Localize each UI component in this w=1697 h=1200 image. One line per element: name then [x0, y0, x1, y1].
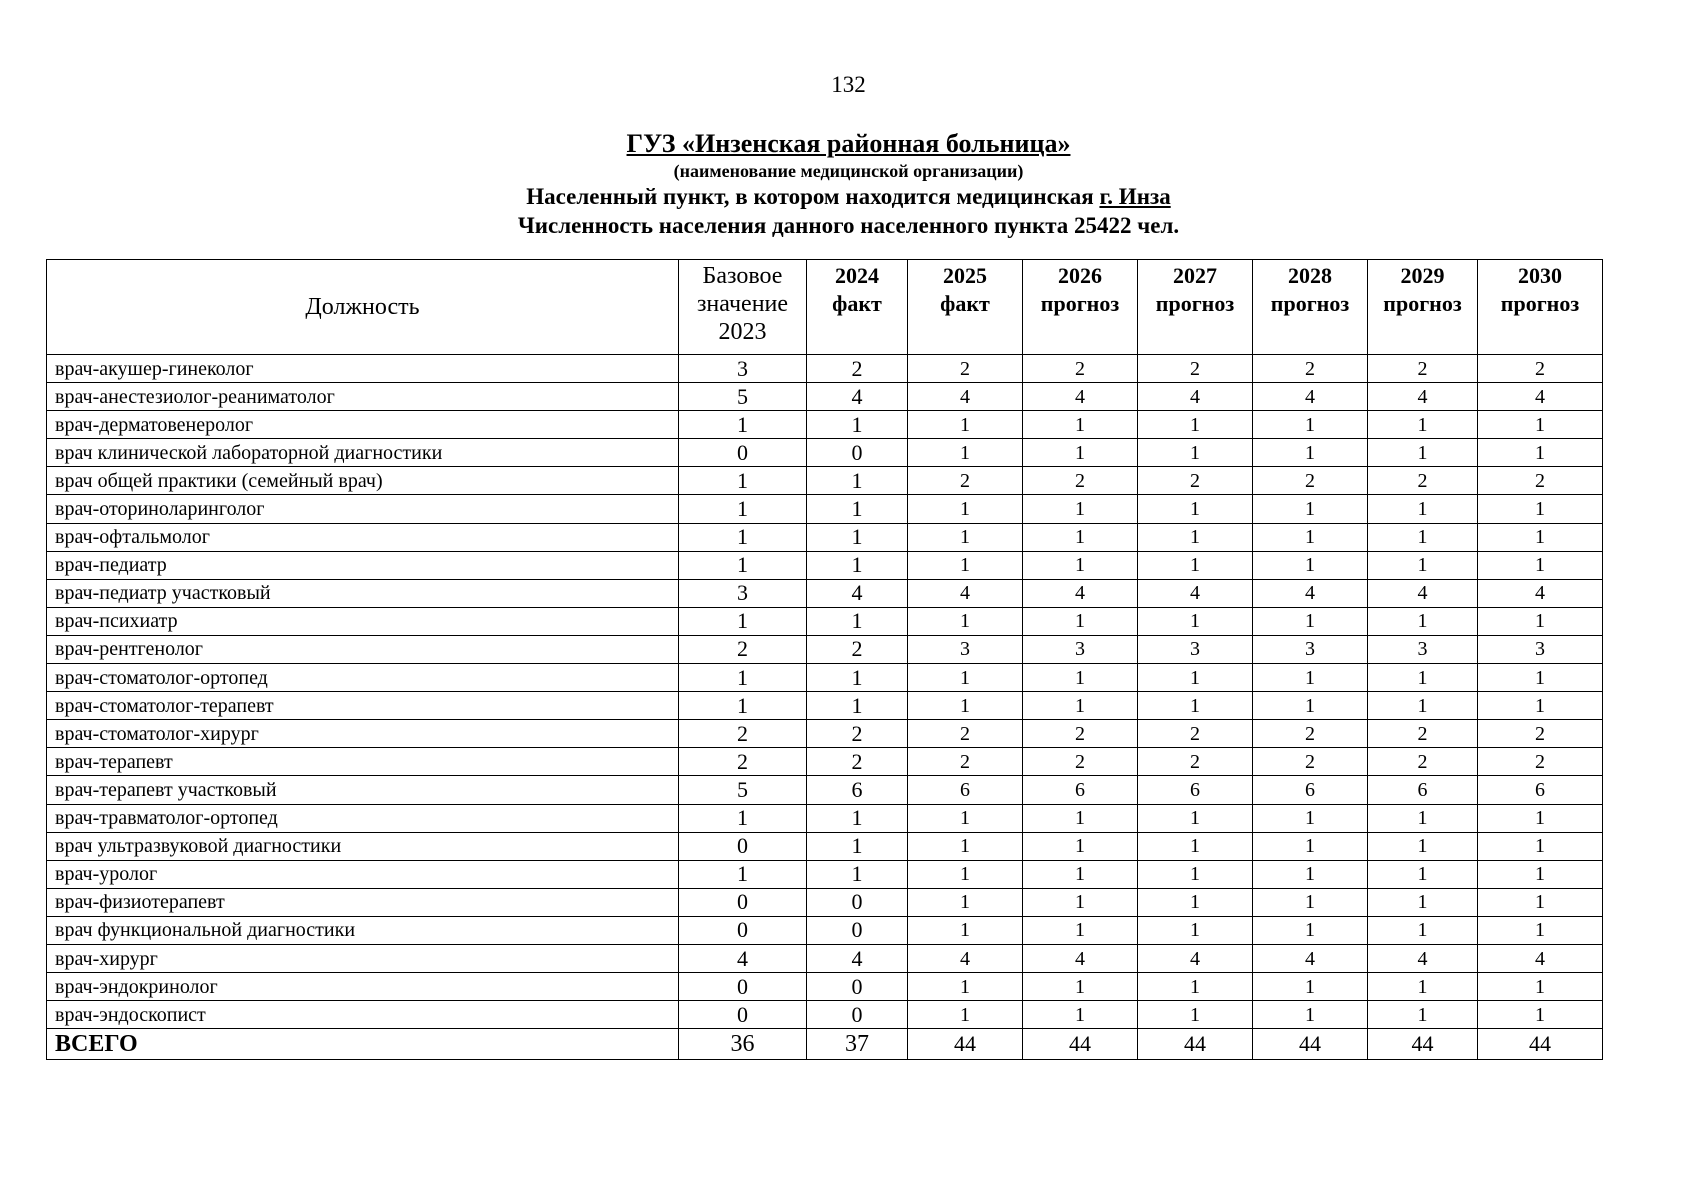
value-cell: 1 — [1138, 495, 1253, 523]
value-cell: 1 — [1478, 551, 1603, 579]
value-cell: 1 — [1478, 1001, 1603, 1029]
position-cell: врач-стоматолог-хирург — [47, 720, 679, 748]
value-cell: 1 — [1478, 916, 1603, 944]
value-cell: 0 — [807, 1001, 908, 1029]
column-header-year-label: 2026 — [1058, 263, 1102, 288]
value-cell: 6 — [908, 776, 1023, 804]
value-cell: 1 — [1368, 804, 1478, 832]
value-cell: 1 — [1478, 832, 1603, 860]
position-cell: врач-анестезиолог-реаниматолог — [47, 383, 679, 411]
value-cell: 1 — [1478, 664, 1603, 692]
column-header-kind-label: прогноз — [1383, 291, 1462, 316]
value-cell: 1 — [1478, 607, 1603, 635]
value-cell: 1 — [1253, 411, 1368, 439]
value-cell: 1 — [1368, 860, 1478, 888]
value-cell: 0 — [679, 1001, 807, 1029]
value-cell: 1 — [1138, 411, 1253, 439]
value-cell: 1 — [1138, 973, 1253, 1001]
value-cell: 1 — [1253, 832, 1368, 860]
value-cell: 1 — [1253, 888, 1368, 916]
value-cell: 1 — [1023, 523, 1138, 551]
value-cell: 1 — [1368, 664, 1478, 692]
value-cell: 4 — [1478, 383, 1603, 411]
position-cell: врач-стоматолог-ортопед — [47, 664, 679, 692]
value-cell: 1 — [1023, 888, 1138, 916]
value-cell: 4 — [1253, 579, 1368, 607]
value-cell: 1 — [1253, 523, 1368, 551]
position-cell: врач-хирург — [47, 944, 679, 972]
value-cell: 1 — [807, 664, 908, 692]
total-cell: 44 — [1368, 1029, 1478, 1060]
value-cell: 0 — [679, 916, 807, 944]
value-cell: 2 — [1138, 355, 1253, 383]
value-cell: 1 — [679, 551, 807, 579]
value-cell: 1 — [1023, 916, 1138, 944]
total-cell: 36 — [679, 1029, 807, 1060]
table-row — [47, 776, 1603, 804]
value-cell: 6 — [1253, 776, 1368, 804]
value-cell: 2 — [679, 748, 807, 776]
position-cell: врач функциональной диагностики — [47, 916, 679, 944]
value-cell: 5 — [679, 776, 807, 804]
position-cell: врач-рентгенолог — [47, 635, 679, 663]
value-cell: 4 — [1138, 944, 1253, 972]
value-cell: 1 — [1478, 411, 1603, 439]
value-cell: 1 — [807, 551, 908, 579]
column-header-kind-label: прогноз — [1040, 291, 1120, 316]
value-cell: 0 — [679, 439, 807, 467]
locality-town: г. Инза — [1099, 184, 1171, 209]
table-header-row — [47, 260, 1603, 355]
column-header-kind-label: прогноз — [1500, 291, 1580, 316]
value-cell: 6 — [1368, 776, 1478, 804]
value-cell: 1 — [679, 692, 807, 720]
column-header-year-label: 2024 — [835, 263, 879, 288]
value-cell: 1 — [908, 1001, 1023, 1029]
value-cell: 1 — [908, 804, 1023, 832]
value-cell: 1 — [908, 664, 1023, 692]
value-cell: 3 — [679, 579, 807, 607]
value-cell: 0 — [807, 439, 908, 467]
table-row — [47, 383, 1603, 411]
column-header-year — [1023, 260, 1138, 355]
column-header-position: Должность — [47, 260, 679, 355]
value-cell: 1 — [679, 607, 807, 635]
value-cell: 1 — [1138, 804, 1253, 832]
value-cell: 1 — [908, 607, 1023, 635]
table-row — [47, 832, 1603, 860]
column-header-year — [1368, 260, 1478, 355]
table-row — [47, 635, 1603, 663]
value-cell: 1 — [1023, 860, 1138, 888]
table-row — [47, 551, 1603, 579]
value-cell: 4 — [807, 383, 908, 411]
value-cell: 0 — [679, 832, 807, 860]
value-cell: 1 — [807, 495, 908, 523]
value-cell: 2 — [1253, 467, 1368, 495]
value-cell: 1 — [908, 495, 1023, 523]
value-cell: 1 — [679, 860, 807, 888]
value-cell: 4 — [908, 579, 1023, 607]
table-row — [47, 692, 1603, 720]
value-cell: 5 — [679, 383, 807, 411]
value-cell: 2 — [908, 748, 1023, 776]
position-cell: врач-эндокринолог — [47, 973, 679, 1001]
value-cell: 6 — [1023, 776, 1138, 804]
column-header-year-label: 2030 — [1518, 263, 1562, 288]
value-cell: 1 — [1023, 1001, 1138, 1029]
org-name: ГУЗ «Инзенская районная больница» — [626, 129, 1071, 158]
value-cell: 2 — [1368, 748, 1478, 776]
column-header-base-line: значение — [696, 291, 789, 317]
value-cell: 1 — [1023, 607, 1138, 635]
table-row — [47, 804, 1603, 832]
value-cell: 2 — [1253, 355, 1368, 383]
value-cell: 1 — [1138, 916, 1253, 944]
value-cell: 1 — [807, 692, 908, 720]
value-cell: 4 — [1023, 579, 1138, 607]
value-cell: 4 — [1253, 383, 1368, 411]
value-cell: 1 — [679, 523, 807, 551]
document-header — [0, 128, 1697, 240]
table-row — [47, 607, 1603, 635]
total-cell: 44 — [1253, 1029, 1368, 1060]
value-cell: 2 — [807, 720, 908, 748]
value-cell: 1 — [1023, 551, 1138, 579]
value-cell: 1 — [1138, 888, 1253, 916]
value-cell: 1 — [1023, 832, 1138, 860]
position-cell: врач ультразвуковой диагностики — [47, 832, 679, 860]
value-cell: 2 — [1368, 720, 1478, 748]
value-cell: 0 — [679, 973, 807, 1001]
value-cell: 2 — [679, 635, 807, 663]
value-cell: 2 — [1253, 720, 1368, 748]
column-header-base — [679, 260, 807, 355]
value-cell: 1 — [807, 804, 908, 832]
position-cell: врач-эндоскопист — [47, 1001, 679, 1029]
position-cell: врач-психиатр — [47, 607, 679, 635]
position-cell: врач-уролог — [47, 860, 679, 888]
total-cell: 44 — [908, 1029, 1023, 1060]
value-cell: 1 — [1253, 439, 1368, 467]
value-cell: 2 — [1253, 748, 1368, 776]
table-row — [47, 467, 1603, 495]
value-cell: 1 — [1253, 495, 1368, 523]
table-row — [47, 888, 1603, 916]
value-cell: 1 — [1368, 888, 1478, 916]
position-cell: врач общей практики (семейный врач) — [47, 467, 679, 495]
value-cell: 4 — [1253, 944, 1368, 972]
value-cell: 4 — [1138, 579, 1253, 607]
value-cell: 1 — [679, 804, 807, 832]
value-cell: 2 — [1478, 355, 1603, 383]
value-cell: 1 — [1368, 973, 1478, 1001]
value-cell: 2 — [908, 720, 1023, 748]
locality-prefix: Населенный пункт, в котором находится медицинская — [526, 184, 1100, 209]
value-cell: 1 — [807, 832, 908, 860]
value-cell: 3 — [908, 635, 1023, 663]
value-cell: 4 — [1368, 944, 1478, 972]
value-cell: 1 — [1023, 495, 1138, 523]
total-cell: 44 — [1478, 1029, 1603, 1060]
value-cell: 1 — [1253, 692, 1368, 720]
value-cell: 1 — [1253, 607, 1368, 635]
value-cell: 4 — [1023, 383, 1138, 411]
value-cell: 1 — [1368, 411, 1478, 439]
value-cell: 2 — [1368, 355, 1478, 383]
org-caption: (наименование медицинской организации) — [673, 161, 1024, 181]
total-cell: 37 — [807, 1029, 908, 1060]
value-cell: 1 — [1368, 1001, 1478, 1029]
staffing-table — [46, 259, 1603, 1060]
table-row — [47, 944, 1603, 972]
value-cell: 1 — [908, 916, 1023, 944]
value-cell: 1 — [1368, 916, 1478, 944]
value-cell: 1 — [807, 467, 908, 495]
value-cell: 1 — [1368, 495, 1478, 523]
value-cell: 1 — [1023, 439, 1138, 467]
value-cell: 1 — [679, 495, 807, 523]
value-cell: 1 — [807, 411, 908, 439]
position-cell: врач-педиатр участковый — [47, 579, 679, 607]
value-cell: 1 — [908, 551, 1023, 579]
value-cell: 1 — [908, 973, 1023, 1001]
position-cell: врач-оториноларинголог — [47, 495, 679, 523]
value-cell: 1 — [908, 523, 1023, 551]
value-cell: 1 — [908, 692, 1023, 720]
column-header-year-label: 2025 — [943, 263, 987, 288]
position-cell: врач-офтальмолог — [47, 523, 679, 551]
table-row — [47, 916, 1603, 944]
table-row — [47, 523, 1603, 551]
value-cell: 1 — [908, 439, 1023, 467]
value-cell: 1 — [807, 860, 908, 888]
value-cell: 0 — [807, 973, 908, 1001]
position-cell: врач-стоматолог-терапевт — [47, 692, 679, 720]
value-cell: 2 — [1023, 467, 1138, 495]
value-cell: 1 — [908, 832, 1023, 860]
value-cell: 6 — [807, 776, 908, 804]
value-cell: 1 — [1478, 888, 1603, 916]
value-cell: 2 — [1478, 748, 1603, 776]
total-cell: 44 — [1138, 1029, 1253, 1060]
value-cell: 2 — [1138, 467, 1253, 495]
value-cell: 2 — [1478, 720, 1603, 748]
value-cell: 1 — [1253, 804, 1368, 832]
column-header-kind-label: прогноз — [1155, 291, 1235, 316]
column-header-year — [807, 260, 908, 355]
value-cell: 1 — [1253, 1001, 1368, 1029]
position-cell: врач-терапевт — [47, 748, 679, 776]
value-cell: 1 — [1138, 664, 1253, 692]
value-cell: 1 — [1138, 1001, 1253, 1029]
value-cell: 4 — [1138, 383, 1253, 411]
column-header-year-label: 2027 — [1173, 263, 1217, 288]
table-row — [47, 355, 1603, 383]
value-cell: 2 — [807, 355, 908, 383]
column-header-year — [1253, 260, 1368, 355]
value-cell: 1 — [807, 607, 908, 635]
value-cell: 4 — [807, 579, 908, 607]
value-cell: 1 — [1478, 439, 1603, 467]
value-cell: 1 — [1478, 523, 1603, 551]
value-cell: 2 — [1138, 748, 1253, 776]
value-cell: 1 — [679, 411, 807, 439]
value-cell: 2 — [908, 355, 1023, 383]
column-header-year-label: 2029 — [1400, 263, 1445, 288]
value-cell: 3 — [1138, 635, 1253, 663]
value-cell: 2 — [1023, 720, 1138, 748]
column-header-base-line: Базовое — [702, 263, 783, 289]
value-cell: 1 — [1478, 804, 1603, 832]
population-line: Численность населения данного населенного пункта 25422 чел. — [517, 213, 1180, 238]
value-cell: 2 — [1368, 467, 1478, 495]
value-cell: 2 — [908, 467, 1023, 495]
value-cell: 4 — [1023, 944, 1138, 972]
value-cell: 1 — [1138, 439, 1253, 467]
value-cell: 1 — [1138, 551, 1253, 579]
value-cell: 6 — [1138, 776, 1253, 804]
value-cell: 1 — [1138, 860, 1253, 888]
value-cell: 1 — [1368, 523, 1478, 551]
value-cell: 2 — [1138, 720, 1253, 748]
value-cell: 1 — [1368, 692, 1478, 720]
value-cell: 1 — [1138, 832, 1253, 860]
total-cell: 44 — [1023, 1029, 1138, 1060]
value-cell: 1 — [1253, 973, 1368, 1001]
position-cell: врач-педиатр — [47, 551, 679, 579]
value-cell: 1 — [679, 467, 807, 495]
value-cell: 1 — [1368, 439, 1478, 467]
value-cell: 3 — [1253, 635, 1368, 663]
column-header-kind-label: прогноз — [1270, 291, 1350, 316]
value-cell: 1 — [1368, 607, 1478, 635]
value-cell: 1 — [1478, 692, 1603, 720]
value-cell: 1 — [1253, 551, 1368, 579]
value-cell: 2 — [807, 748, 908, 776]
value-cell: 1 — [1478, 973, 1603, 1001]
value-cell: 1 — [908, 411, 1023, 439]
value-cell: 1 — [1478, 860, 1603, 888]
value-cell: 1 — [1138, 607, 1253, 635]
value-cell: 1 — [679, 664, 807, 692]
value-cell: 1 — [1253, 916, 1368, 944]
value-cell: 1 — [1138, 523, 1253, 551]
position-cell: врач-терапевт участковый — [47, 776, 679, 804]
table-row — [47, 720, 1603, 748]
value-cell: 4 — [1368, 383, 1478, 411]
table-row — [47, 1001, 1603, 1029]
column-header-year — [1138, 260, 1253, 355]
value-cell: 6 — [1478, 776, 1603, 804]
value-cell: 3 — [1368, 635, 1478, 663]
value-cell: 1 — [807, 523, 908, 551]
value-cell: 0 — [679, 888, 807, 916]
value-cell: 3 — [679, 355, 807, 383]
column-header-kind-label: факт — [832, 291, 882, 316]
position-cell: врач-физиотерапевт — [47, 888, 679, 916]
column-header-base-line: 2023 — [718, 319, 767, 345]
table-row — [47, 860, 1603, 888]
total-label: ВСЕГО — [47, 1029, 679, 1060]
value-cell: 3 — [1023, 635, 1138, 663]
value-cell: 0 — [807, 916, 908, 944]
value-cell: 0 — [807, 888, 908, 916]
value-cell: 1 — [1253, 664, 1368, 692]
column-header-kind-label: факт — [940, 291, 990, 316]
value-cell: 4 — [908, 383, 1023, 411]
value-cell: 1 — [1023, 973, 1138, 1001]
position-cell: врач клинической лабораторной диагностики — [47, 439, 679, 467]
value-cell: 4 — [679, 944, 807, 972]
total-row — [47, 1029, 1603, 1060]
position-cell: врач-травматолог-ортопед — [47, 804, 679, 832]
column-header-year — [908, 260, 1023, 355]
value-cell: 1 — [1023, 664, 1138, 692]
value-cell: 1 — [1368, 551, 1478, 579]
page-number: 132 — [831, 72, 866, 97]
value-cell: 1 — [1023, 411, 1138, 439]
value-cell: 4 — [1478, 944, 1603, 972]
value-cell: 4 — [807, 944, 908, 972]
table-row — [47, 411, 1603, 439]
value-cell: 2 — [1023, 355, 1138, 383]
value-cell: 2 — [1023, 748, 1138, 776]
value-cell: 1 — [1023, 804, 1138, 832]
value-cell: 4 — [908, 944, 1023, 972]
value-cell: 1 — [1478, 495, 1603, 523]
value-cell: 2 — [1478, 467, 1603, 495]
value-cell: 1 — [908, 860, 1023, 888]
locality-line — [0, 182, 1697, 211]
value-cell: 1 — [908, 888, 1023, 916]
value-cell: 4 — [1478, 579, 1603, 607]
value-cell: 1 — [1368, 832, 1478, 860]
table-row — [47, 748, 1603, 776]
table-row — [47, 439, 1603, 467]
table-row — [47, 664, 1603, 692]
column-header-year — [1478, 260, 1603, 355]
column-header-year-label: 2028 — [1288, 263, 1332, 288]
position-cell: врач-дерматовенеролог — [47, 411, 679, 439]
value-cell: 2 — [807, 635, 908, 663]
value-cell: 1 — [1023, 692, 1138, 720]
position-cell: врач-акушер-гинеколог — [47, 355, 679, 383]
table-row — [47, 495, 1603, 523]
value-cell: 1 — [1138, 692, 1253, 720]
value-cell: 2 — [679, 720, 807, 748]
value-cell: 3 — [1478, 635, 1603, 663]
table-row — [47, 973, 1603, 1001]
value-cell: 1 — [1253, 860, 1368, 888]
table-row — [47, 579, 1603, 607]
value-cell: 4 — [1368, 579, 1478, 607]
table-body — [47, 355, 1603, 1029]
